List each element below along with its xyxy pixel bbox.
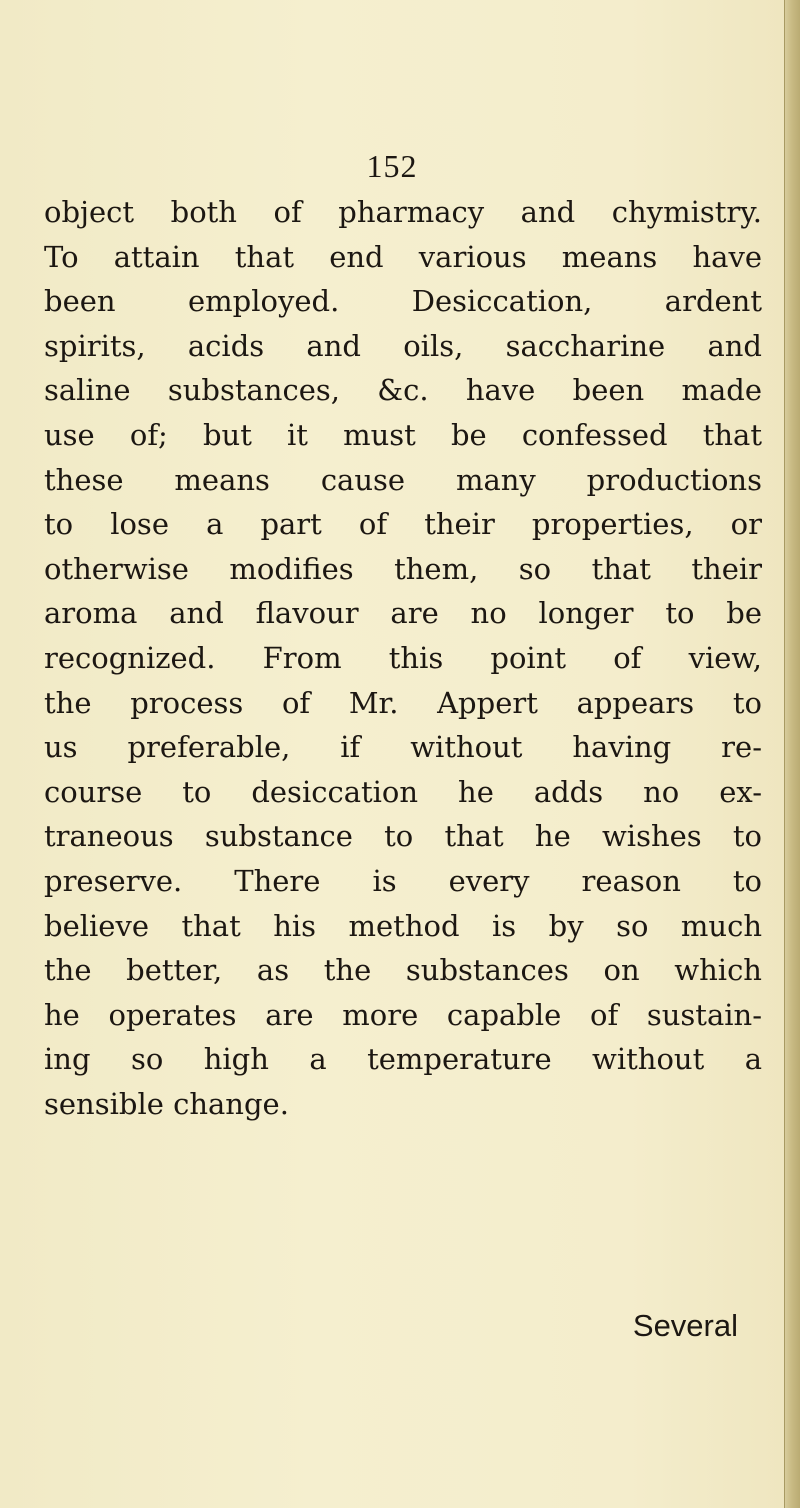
text-line: he operates are more capable of sustain- [44, 997, 762, 1032]
text-line: object both of pharmacy and chymistry. [44, 195, 762, 229]
text-line: believe that his method is by so much [44, 908, 762, 943]
text-line: recognized. From this point of view, [44, 640, 762, 675]
text-line: ing so high a temperature without a [44, 1042, 762, 1077]
text-line: the process of Mr. Appert appears to [44, 685, 762, 720]
text-line: saline substances, &c. have been made [44, 373, 762, 408]
text-line: aroma and flavour are no longer to be [44, 596, 762, 631]
catchword: Several [632, 1308, 738, 1343]
text-line: the better, as the substances on which [44, 953, 762, 988]
page-edge [784, 0, 800, 1508]
text-line: otherwise modifies them, so that their [44, 551, 762, 586]
text-line: traneous substance to that he wishes to [44, 819, 762, 854]
text-line: these means cause many productions [44, 462, 762, 497]
text-line: To attain that end various means have [44, 239, 762, 274]
text-line: course to desiccation he adds no ex- [44, 774, 762, 809]
text-line: been employed. Desiccation, ardent [44, 284, 762, 319]
body-text [44, 190, 762, 1126]
text-line: preserve. There is every reason to [44, 863, 762, 898]
text-line: us preferable, if without having re- [44, 730, 762, 765]
text-line-last: sensible change. [44, 1086, 289, 1121]
text-line: spirits, acids and oils, saccharine and [44, 328, 762, 363]
text-line: to lose a part of their properties, or [44, 507, 762, 542]
page-number: 152 [366, 148, 418, 184]
text-line: use of; but it must be confessed that [44, 417, 762, 452]
